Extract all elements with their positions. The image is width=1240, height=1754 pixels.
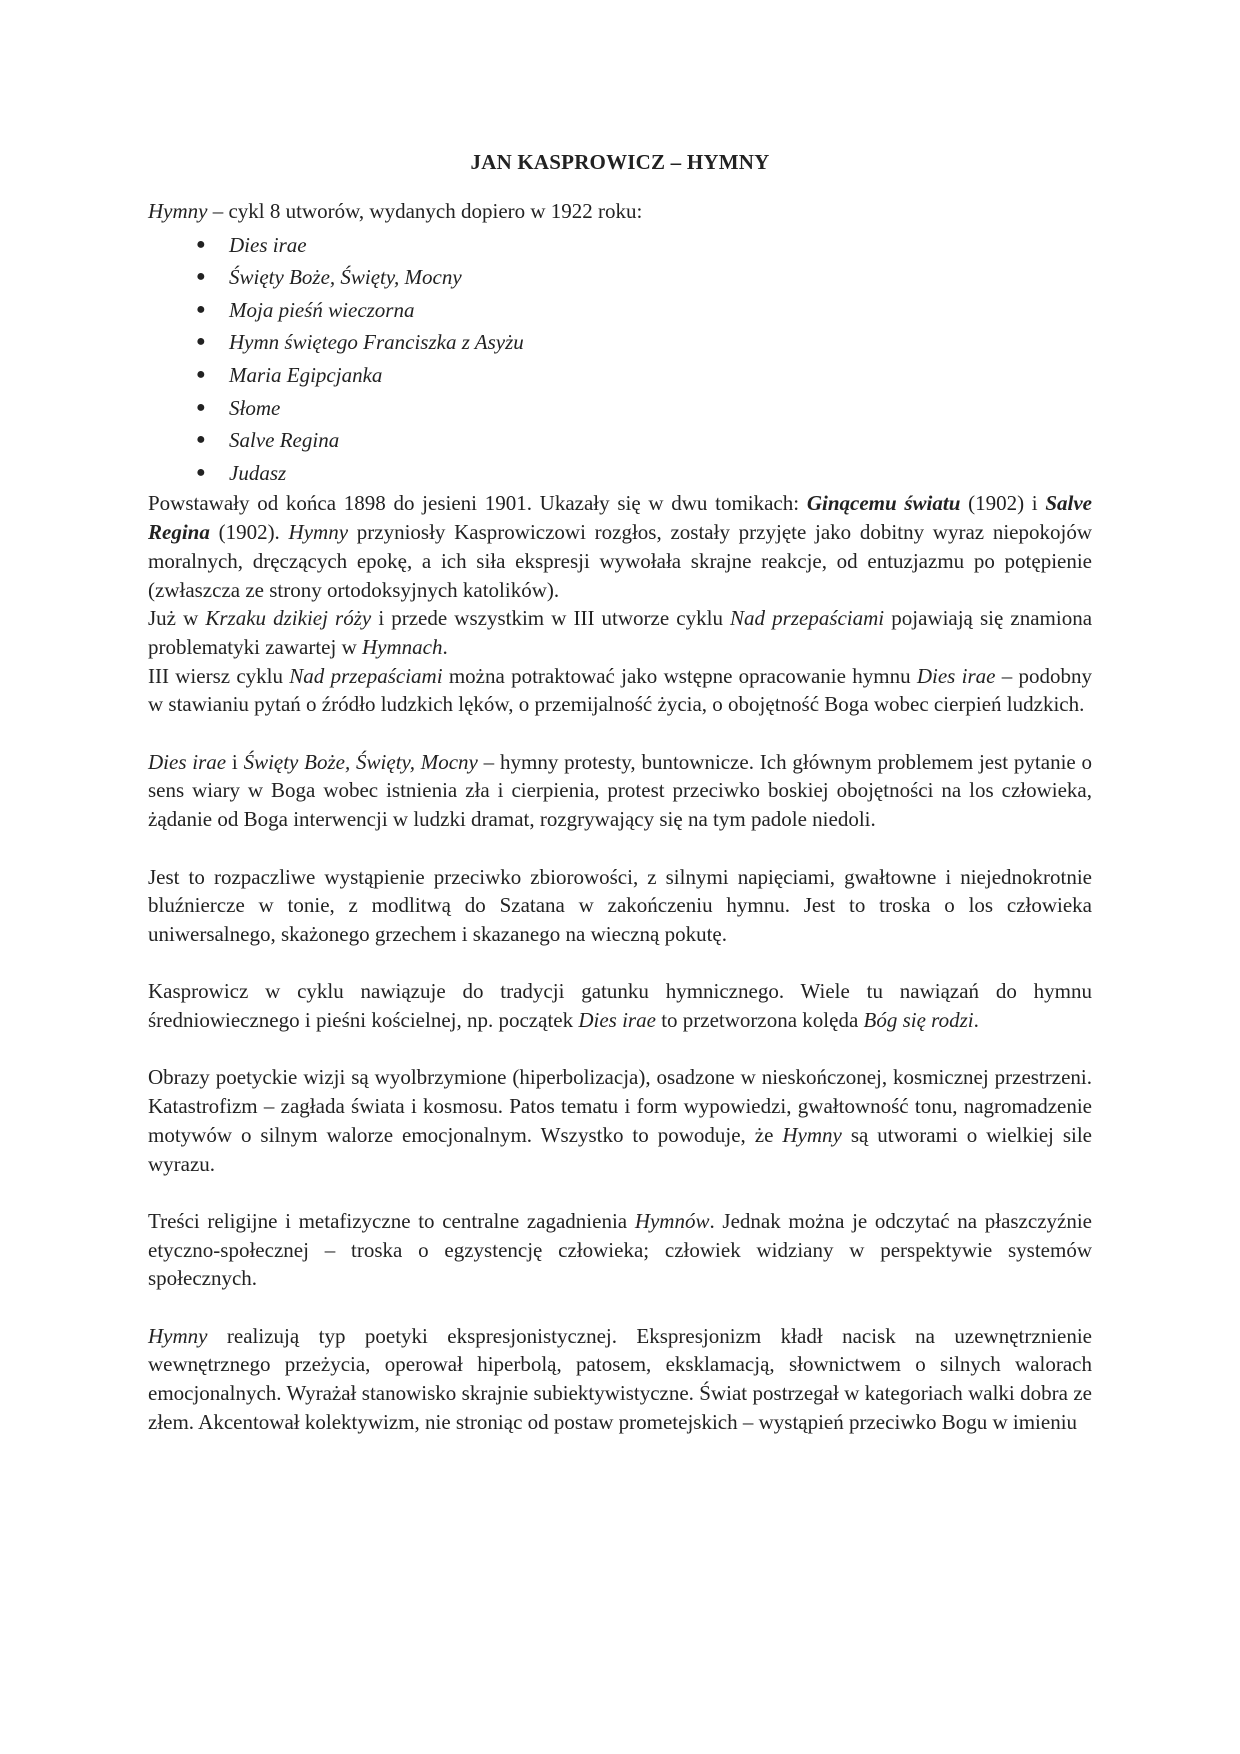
text-span: można potraktować jako wstępne opracowanie hymnu: [442, 663, 917, 688]
text-span: pojawiają się znamiona problematyki zawartej w: [148, 606, 1093, 659]
text-span: III wiersz cyklu: [148, 663, 290, 688]
bullet-icon: ●: [196, 398, 206, 416]
paragraph-origin: [148, 489, 1092, 604]
paragraph-tradition: [148, 977, 1092, 1034]
title-ref: Krzaku dzikiej róży: [205, 606, 372, 631]
hymns-list: [148, 229, 1092, 490]
list-item: [196, 392, 1092, 425]
paragraph-despair: Jest to rozpaczliwe wystąpienie przeciwko zbiorowości, z silnymi napięciami, gwałtowne i niejednokrotnie bluźniercze w tonie, z modlitwą do Szatana w zakończeniu hymnu. Jest to troska o los człowieka uniwersalnego, skażonego grzechem i skazanego na wieczną pokutę.: [148, 864, 1092, 946]
text-span: Treści religijne i metafizyczne to centralne zagadnienia: [148, 1208, 635, 1233]
list-item: [196, 261, 1092, 294]
text-span: Już w: [148, 606, 206, 631]
title-ref: Hymny: [288, 520, 349, 545]
text-span: .: [973, 1008, 979, 1033]
title-ref: Ginącemu światu: [806, 491, 961, 516]
text-span: przyniosły Kasprowiczowi rozgłos, zostały przyjęte jako dobitny wyraz niepokojów moralnych, dręczących epokę, a ich siła ekspresji wywołała skrajne reakcje, od entuzjazmu po potępienie (zwłaszcza ze strony ortodoksyjnych katolików).: [148, 520, 1092, 602]
title-ref: Dies irae: [148, 749, 227, 774]
list-item: [196, 326, 1092, 359]
title-ref: Dies irae: [916, 663, 996, 688]
text-span: . Jednak można je odczytać na płaszczyźnie etyczno-społecznej – troska o egzystencję człowieka; człowiek widziany w perspektywie systemów społecznych.: [148, 1208, 1092, 1291]
text-span: .: [442, 634, 448, 659]
document-title: JAN KASPROWICZ – HYMNY: [470, 150, 770, 174]
text-span: (1902).: [209, 520, 289, 545]
document-page: [148, 148, 1092, 1437]
paragraph-protest-hymns: [148, 748, 1092, 834]
paragraph-third-poem: [148, 662, 1092, 719]
text-span: są utworami o wielkiej sile wyrazu.: [148, 1122, 1092, 1176]
title-ref: Hymnach: [362, 634, 443, 659]
list-item: [196, 229, 1092, 262]
title-ref: Salve Regina: [148, 491, 1092, 545]
list-item-label: Dies irae: [229, 232, 307, 257]
intro-italic: Hymny: [148, 198, 208, 223]
bullet-icon: ●: [196, 333, 206, 351]
paragraph-spacer: [148, 1035, 1092, 1064]
paragraph-spacer: [148, 1293, 1092, 1322]
list-item: [196, 359, 1092, 392]
bullet-icon: ●: [196, 366, 206, 384]
list-item-label: Święty Boże, Święty, Mocny: [229, 265, 462, 290]
text-span: realizują typ poetyki ekspresjonistycznej. Ekspresjonizm kładł nacisk na uzewnętrznienie wewnętrznego przeżycia, operował hiperbolą, patosem, eksklamacją, słownictwem o silnych walorach emocjonalnych. Wyrażał stanowisko skrajnie subiektywistyczne. Świat postrzegał w kategoriach walki dobra ze złem. Akcentował kolektywizm, nie stroniąc od postaw prometejskich – wystąpień przeciwko Bogu w imieniu: [148, 1323, 1092, 1434]
text-span: Obrazy poetyckie wizji są wyolbrzymione (hiperbolizacja), osadzone w nieskończonej, kosmicznej przestrzeni. Katastrofizm – zagłada świata i kosmosu. Patos tematu i form wypowiedzi, gwałtowność tonu, nagromadzenie motywów o silnym walorze emocjonalnym. Wszystko to powoduje, że: [148, 1065, 1092, 1147]
bullet-icon: ●: [196, 431, 206, 449]
list-item: [196, 294, 1092, 327]
list-item-label: Salve Regina: [229, 428, 340, 453]
title-ref: Bóg się rodzi: [863, 1008, 974, 1033]
bullet-icon: ●: [196, 235, 206, 253]
list-item-label: Judasz: [229, 460, 287, 485]
text-span: – hymny protesty, buntownicze. Ich głównym problemem jest pytanie o sens wiary w Boga wobec istnienia zła i cierpienia, protest przeciwko boskiej obojętności na los człowieka, żądanie od Boga interwencji w ludzki dramat, rozgrywający się na tym padole niedoli.: [148, 749, 1093, 832]
paragraph-expressionism: [148, 1322, 1092, 1437]
text-span: Kasprowicz w cyklu nawiązuje do tradycji gatunku hymnicznego. Wiele tu nawiązań do hymnu średniowiecznego i pieśni kościelnej, np. początek: [148, 979, 1092, 1033]
bullet-icon: ●: [196, 268, 206, 286]
title-ref: Święty Boże, Święty, Mocny: [243, 749, 478, 774]
title-ref: Hymny: [148, 1323, 208, 1348]
title-ref: Hymnów: [634, 1208, 710, 1233]
list-item-label: Słome: [229, 395, 281, 420]
text-span: to przetworzona kolęda: [655, 1008, 864, 1033]
intro-paragraph: [148, 197, 1092, 225]
bullet-icon: ●: [196, 463, 206, 481]
list-item: [196, 457, 1092, 490]
paragraph-spacer: [148, 1178, 1092, 1207]
list-item-label: Hymn świętego Franciszka z Asyżu: [229, 330, 524, 355]
title-ref: Hymny: [782, 1122, 842, 1147]
title-ref: Dies irae: [578, 1008, 656, 1033]
paragraph-precursors: [148, 604, 1092, 661]
text-span: (1902) i: [960, 491, 1046, 516]
text-span: i przede wszystkim w III utworze cyklu: [371, 606, 731, 631]
list-item-label: Maria Egipcjanka: [229, 363, 383, 388]
paragraph-imagery: [148, 1063, 1092, 1178]
paragraph-spacer: [148, 719, 1092, 748]
text-span: i: [226, 749, 244, 774]
title-ref: Nad przepaściami: [289, 663, 443, 688]
list-item: [196, 424, 1092, 457]
intro-text: – cykl 8 utworów, wydanych dopiero w 1922 roku:: [207, 198, 643, 223]
list-item-label: Moja pieśń wieczorna: [229, 297, 415, 322]
paragraph-themes: [148, 1207, 1092, 1293]
paragraph-spacer: [148, 949, 1092, 978]
text-span: – podobny w stawianiu pytań o źródło ludzkich lęków, o przemijalność życia, o obojętność Boga wobec cierpień ludzkich.: [148, 663, 1093, 717]
paragraph-spacer: [148, 834, 1092, 863]
title-ref: Nad przepaściami: [730, 606, 885, 631]
text-span: Powstawały od końca 1898 do jesieni 1901. Ukazały się w dwu tomikach:: [148, 491, 807, 516]
bullet-icon: ●: [196, 300, 206, 318]
